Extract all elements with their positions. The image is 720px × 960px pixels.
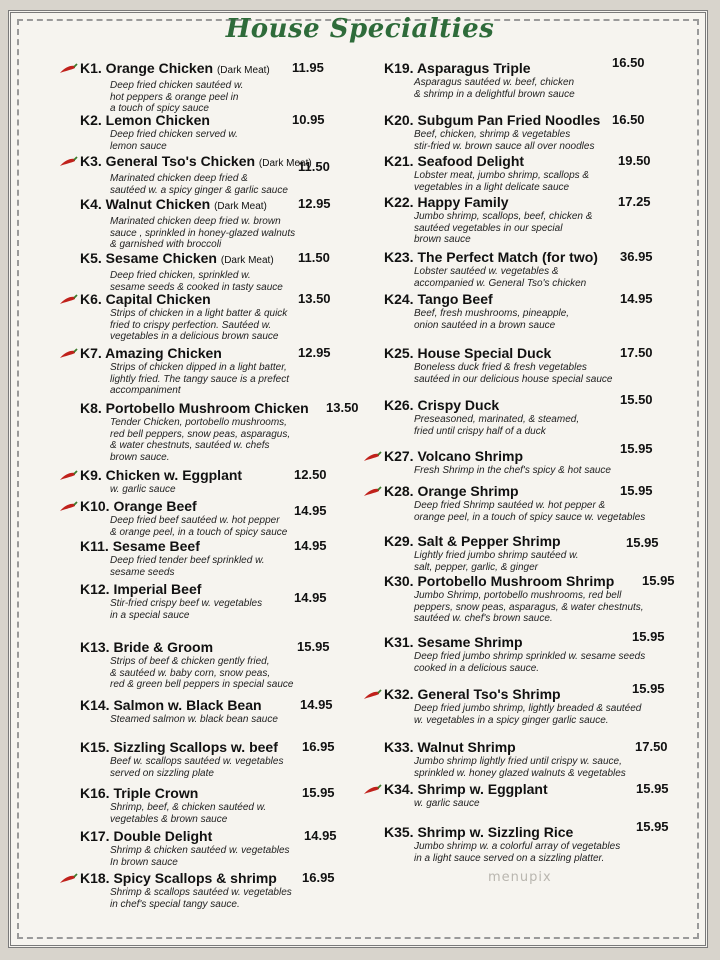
menu-item [384, 634, 645, 674]
item-description: Shrimp & scallops sautéed w. vegetables in chef's special tangy sauce. [110, 887, 292, 910]
item-note: (Dark Meat) [216, 65, 270, 76]
item-name: Orange Beef [109, 498, 197, 514]
item-description: Beef, fresh mushrooms, pineapple, onion sautéed in a brown sauce [414, 308, 570, 331]
item-description: Shrimp & chicken sautéed w. vegetables In brown sauce [110, 845, 290, 868]
chili-pepper-icon [58, 470, 78, 482]
item-price: 12.95 [298, 345, 331, 360]
item-code: K16. [80, 785, 110, 801]
item-title [384, 686, 641, 702]
chili-pepper-icon [58, 501, 78, 513]
item-description: Lightly fried jumbo shrimp sautéed w. salt, pepper, garlic, & ginger [414, 550, 579, 573]
item-note: (Dark Meat) [214, 201, 267, 212]
chili-pepper-icon [362, 689, 382, 701]
menu-item [384, 573, 644, 625]
menu-item [384, 533, 579, 573]
item-description: Lobster meat, jumbo shrimp, scallops & vegetables in a light delicate sauce [414, 170, 590, 193]
menu-item [384, 824, 620, 864]
item-code: K22. [384, 194, 414, 210]
watermark: menupix [488, 870, 552, 885]
item-price: 16.50 [612, 55, 645, 70]
item-description: Jumbo Shrimp, portobello mushrooms, red bell peppers, snow peas, asparagus, & water chestnuts, sautéed w. chef's brown sauce. [414, 590, 644, 624]
item-name: Shrimp w. Sizzling Rice [413, 824, 574, 840]
item-name: Lemon Chicken [101, 112, 210, 128]
menu-item [80, 498, 287, 538]
item-name: Capital Chicken [101, 291, 211, 307]
item-price: 15.95 [632, 629, 665, 644]
menu-item [80, 112, 238, 152]
item-price: 17.25 [618, 194, 651, 209]
item-title [384, 739, 626, 755]
item-title [80, 538, 265, 554]
menu-item [80, 697, 278, 726]
menu-item [80, 345, 289, 397]
item-name: Subgum Pan Fried Noodles [413, 112, 601, 128]
item-title [80, 400, 309, 416]
item-description: w. garlic sauce [414, 798, 480, 809]
item-description: Marinated chicken deep fried & sautéed w. a spicy ginger & garlic sauce [110, 173, 288, 196]
item-description: Deep fried jumbo shrimp, lightly breaded & sautéed w. vegetables in a spicy ginger garlic sauce. [414, 703, 642, 726]
item-price: 17.50 [620, 345, 653, 360]
item-name: General Tso's Shrimp [413, 686, 561, 702]
item-name: Sizzling Scallops w. beef [109, 739, 278, 755]
item-description: Jumbo shrimp w. a colorful array of vegetables in a light sauce served on a sizzling platter. [414, 841, 621, 864]
item-code: K20. [384, 112, 414, 128]
menu-item [80, 739, 283, 779]
menu-item [384, 739, 626, 779]
item-code: K8. [80, 400, 102, 416]
item-description: w. garlic sauce [110, 484, 176, 495]
item-name: Spicy Scallops & shrimp [109, 870, 277, 886]
item-title [80, 60, 270, 79]
item-title [80, 250, 283, 269]
item-description: Beef w. scallops sautéed w. vegetables served on sizzling plate [110, 756, 284, 779]
menu-item [80, 870, 292, 910]
item-description: Tender Chicken, portobello mushrooms, red bell peppers, snow peas, asparagus, & water chestnuts, sautéed w. chefs brown sauce. [110, 417, 291, 463]
item-description: Fresh Shrimp in the chef's spicy & hot sauce [414, 465, 611, 476]
item-price: 16.95 [302, 739, 335, 754]
item-price: 15.95 [297, 639, 330, 654]
item-description: Preseasoned, marinated, & steamed, fried until crispy half of a duck [414, 414, 580, 437]
menu-item [384, 345, 612, 385]
item-name: Bride & Groom [109, 639, 214, 655]
item-price: 11.50 [298, 250, 330, 265]
item-description: Jumbo shrimp, scallops, beef, chicken & sautéed vegetables in our special brown sauce [414, 211, 593, 245]
chili-pepper-icon [362, 486, 382, 498]
item-title [80, 112, 238, 128]
item-name: Portobello Mushroom Chicken [101, 400, 309, 416]
item-price: 12.50 [294, 467, 327, 482]
item-description: Strips of beef & chicken gently fried, & sautéed w. baby corn, snow peas, red & green bell peppers in special sauce [110, 656, 294, 690]
item-price: 13.50 [298, 291, 331, 306]
item-price: 15.95 [632, 681, 665, 696]
item-title [384, 824, 620, 840]
item-price: 16.95 [302, 870, 335, 885]
item-code: K32. [384, 686, 414, 702]
item-name: Orange Shrimp [413, 483, 519, 499]
item-title [80, 153, 312, 172]
item-title [80, 498, 287, 514]
item-price: 14.95 [294, 503, 327, 518]
item-code: K29. [384, 533, 414, 549]
menu-item [80, 785, 266, 825]
item-name: Portobello Mushroom Shrimp [413, 573, 615, 589]
item-description: Deep fried chicken, sprinkled w. sesame seeds & cooked in tasty sauce [110, 270, 283, 293]
item-code: K24. [384, 291, 414, 307]
item-name: Seafood Delight [413, 153, 525, 169]
item-name: Sesame Beef [108, 538, 200, 554]
item-code: K6. [80, 291, 102, 307]
item-description: Deep fried beef sautéed w. hot pepper & orange peel, in a touch of spicy sauce [110, 515, 288, 538]
item-name: Salmon w. Black Bean [109, 697, 262, 713]
item-name: Imperial Beef [109, 581, 202, 597]
item-price: 15.95 [302, 785, 335, 800]
item-name: Sesame Chicken [101, 250, 217, 266]
item-price: 14.95 [304, 828, 337, 843]
item-name: Walnut Chicken [101, 196, 211, 212]
item-price: 17.50 [635, 739, 668, 754]
menu-item [384, 153, 589, 193]
menu-item [384, 781, 548, 810]
item-name: Triple Crown [109, 785, 199, 801]
menu-item [384, 60, 575, 100]
item-description: Boneless duck fried & fresh vegetables sautéed in our delicious house special sauce [414, 362, 613, 385]
item-name: Orange Chicken [101, 60, 214, 76]
item-name: General Tso's Chicken [101, 153, 256, 169]
menu-item [80, 639, 293, 691]
chili-pepper-icon [362, 784, 382, 796]
menu-item [384, 291, 569, 331]
item-code: K33. [384, 739, 414, 755]
menu-item [80, 196, 295, 251]
item-description: Beef, chicken, shrimp & vegetables stir-fried w. brown sauce all over noodles [414, 129, 595, 152]
item-description: Shrimp, beef, & chicken sautéed w. vegetables & brown sauce [110, 802, 267, 825]
item-description: Stir-fried crispy beef w. vegetables in a special sauce [110, 598, 263, 621]
menu-item [384, 249, 598, 289]
item-price: 14.95 [300, 697, 333, 712]
chili-pepper-icon [58, 348, 78, 360]
menu-item [80, 828, 290, 868]
item-name: Shrimp w. Eggplant [413, 781, 548, 797]
menu-title: House Specialties [225, 14, 495, 44]
item-title [384, 448, 611, 464]
item-description: Lobster sautéed w. vegetables & accompanied w. General Tso's chicken [414, 266, 587, 289]
item-name: Tango Beef [413, 291, 493, 307]
menu-item [80, 153, 312, 196]
item-code: K31. [384, 634, 414, 650]
menu-item [384, 397, 579, 437]
item-code: K1. [80, 60, 102, 76]
item-description: Deep fried chicken served w. lemon sauce [110, 129, 238, 152]
item-name: Double Delight [109, 828, 213, 844]
item-price: 36.95 [620, 249, 653, 264]
item-code: K15. [80, 739, 110, 755]
item-price: 11.50 [298, 159, 330, 174]
item-price: 14.95 [620, 291, 653, 306]
item-name: Sesame Shrimp [413, 634, 523, 650]
item-title [80, 785, 266, 801]
item-title [80, 639, 293, 655]
item-code: K23. [384, 249, 414, 265]
item-title [384, 153, 589, 169]
menu-item [384, 686, 641, 726]
item-price: 10.95 [292, 112, 325, 127]
menu-item [80, 60, 270, 115]
item-name: Walnut Shrimp [413, 739, 516, 755]
item-description: Steamed salmon w. black bean sauce [110, 714, 278, 725]
item-title [80, 581, 262, 597]
item-note: (Dark Meat) [258, 158, 312, 169]
item-title [384, 60, 575, 76]
item-price: 15.50 [620, 392, 653, 407]
item-name: Asparagus Triple [413, 60, 531, 76]
item-price: 15.95 [620, 483, 653, 498]
item-code: K11. [80, 538, 109, 554]
item-code: K5. [80, 250, 102, 266]
item-note: (Dark Meat) [220, 255, 274, 266]
item-description: Asparagus sautéed w. beef, chicken & shrimp in a delightful brown sauce [414, 77, 575, 100]
item-description: Deep fried Shrimp sautéed w. hot pepper & orange peel, in a touch of spicy sauce w. vegetables [414, 500, 646, 523]
item-code: K34. [384, 781, 414, 797]
item-title [384, 249, 598, 265]
item-code: K10. [80, 498, 110, 514]
item-title [80, 828, 290, 844]
item-price: 13.50 [326, 400, 359, 415]
item-title [384, 573, 644, 589]
item-title [384, 533, 579, 549]
item-code: K14. [80, 697, 110, 713]
item-price: 15.95 [636, 781, 669, 796]
menu-item [384, 194, 592, 246]
item-price: 15.95 [620, 441, 653, 456]
item-code: K2. [80, 112, 102, 128]
menu-item [80, 467, 242, 496]
item-code: K18. [80, 870, 110, 886]
item-name: House Special Duck [413, 345, 552, 361]
menu-item [384, 112, 600, 152]
item-price: 15.95 [636, 819, 669, 834]
item-title [80, 196, 295, 215]
item-description: Marinated chicken deep fried w. brown sauce , sprinkled in honey-glazed walnuts & garnished with broccoli [110, 216, 296, 250]
item-name: Amazing Chicken [101, 345, 222, 361]
item-code: K27. [384, 448, 414, 464]
menu-item [384, 483, 645, 523]
menu-item [384, 448, 611, 477]
item-name: Happy Family [413, 194, 509, 210]
item-title [80, 870, 292, 886]
item-description: Deep fried tender beef sprinkled w. sesame seeds [110, 555, 265, 578]
menu-item [80, 581, 262, 621]
menu-item [80, 250, 283, 293]
item-name: Chicken w. Eggplant [101, 467, 243, 483]
item-title [384, 291, 569, 307]
item-description: Jumbo shrimp lightly fried until crispy w. sauce, sprinkled w. honey glazed walnuts & vegetables [414, 756, 626, 779]
item-price: 11.95 [292, 60, 324, 75]
item-code: K26. [384, 397, 414, 413]
item-price: 19.50 [618, 153, 651, 168]
chili-pepper-icon [58, 873, 78, 885]
menu-item [80, 538, 265, 578]
item-title [80, 739, 283, 755]
item-code: K25. [384, 345, 414, 361]
item-name: Salt & Pepper Shrimp [413, 533, 561, 549]
item-title [80, 291, 287, 307]
chili-pepper-icon [58, 63, 78, 75]
item-description: Deep fried jumbo shrimp sprinkled w. sesame seeds cooked in a delicious sauce. [414, 651, 646, 674]
item-code: K9. [80, 467, 102, 483]
item-price: 14.95 [294, 538, 327, 553]
item-title [80, 467, 242, 483]
item-title [80, 697, 278, 713]
chili-pepper-icon [58, 156, 78, 168]
item-name: Volcano Shrimp [413, 448, 524, 464]
item-title [384, 397, 579, 413]
item-price: 12.95 [298, 196, 331, 211]
item-code: K35. [384, 824, 414, 840]
item-code: K13. [80, 639, 110, 655]
item-title [384, 634, 645, 650]
item-title [80, 345, 289, 361]
item-code: K4. [80, 196, 102, 212]
item-code: K21. [384, 153, 414, 169]
item-code: K19. [384, 60, 414, 76]
item-price: 15.95 [626, 535, 659, 550]
item-description: Strips of chicken in a light batter & quick fried to crispy perfection. Sautéed w. vegetables in a delicious brown sauce [110, 308, 288, 342]
item-code: K30. [384, 573, 414, 589]
item-code: K28. [384, 483, 414, 499]
menu-item [80, 291, 287, 343]
item-description: Deep fried chicken sautéed w. hot peppers & orange peel in a touch of spicy sauce [110, 80, 244, 114]
item-title [384, 483, 645, 499]
item-price: 14.95 [294, 590, 327, 605]
item-code: K7. [80, 345, 102, 361]
item-name: Crispy Duck [413, 397, 500, 413]
chili-pepper-icon [58, 294, 78, 306]
item-title [384, 781, 548, 797]
item-price: 16.50 [612, 112, 645, 127]
item-price: 15.95 [642, 573, 675, 588]
item-code: K17. [80, 828, 110, 844]
item-code: K12. [80, 581, 110, 597]
item-code: K3. [80, 153, 102, 169]
item-title [384, 194, 592, 210]
item-description: Strips of chicken dipped in a light batter, lightly fried. The tangy sauce is a prefect accompaniment [110, 362, 289, 396]
item-title [384, 345, 612, 361]
chili-pepper-icon [362, 451, 382, 463]
item-title [384, 112, 600, 128]
item-name: The Perfect Match (for two) [413, 249, 598, 265]
menu-item [80, 400, 309, 463]
